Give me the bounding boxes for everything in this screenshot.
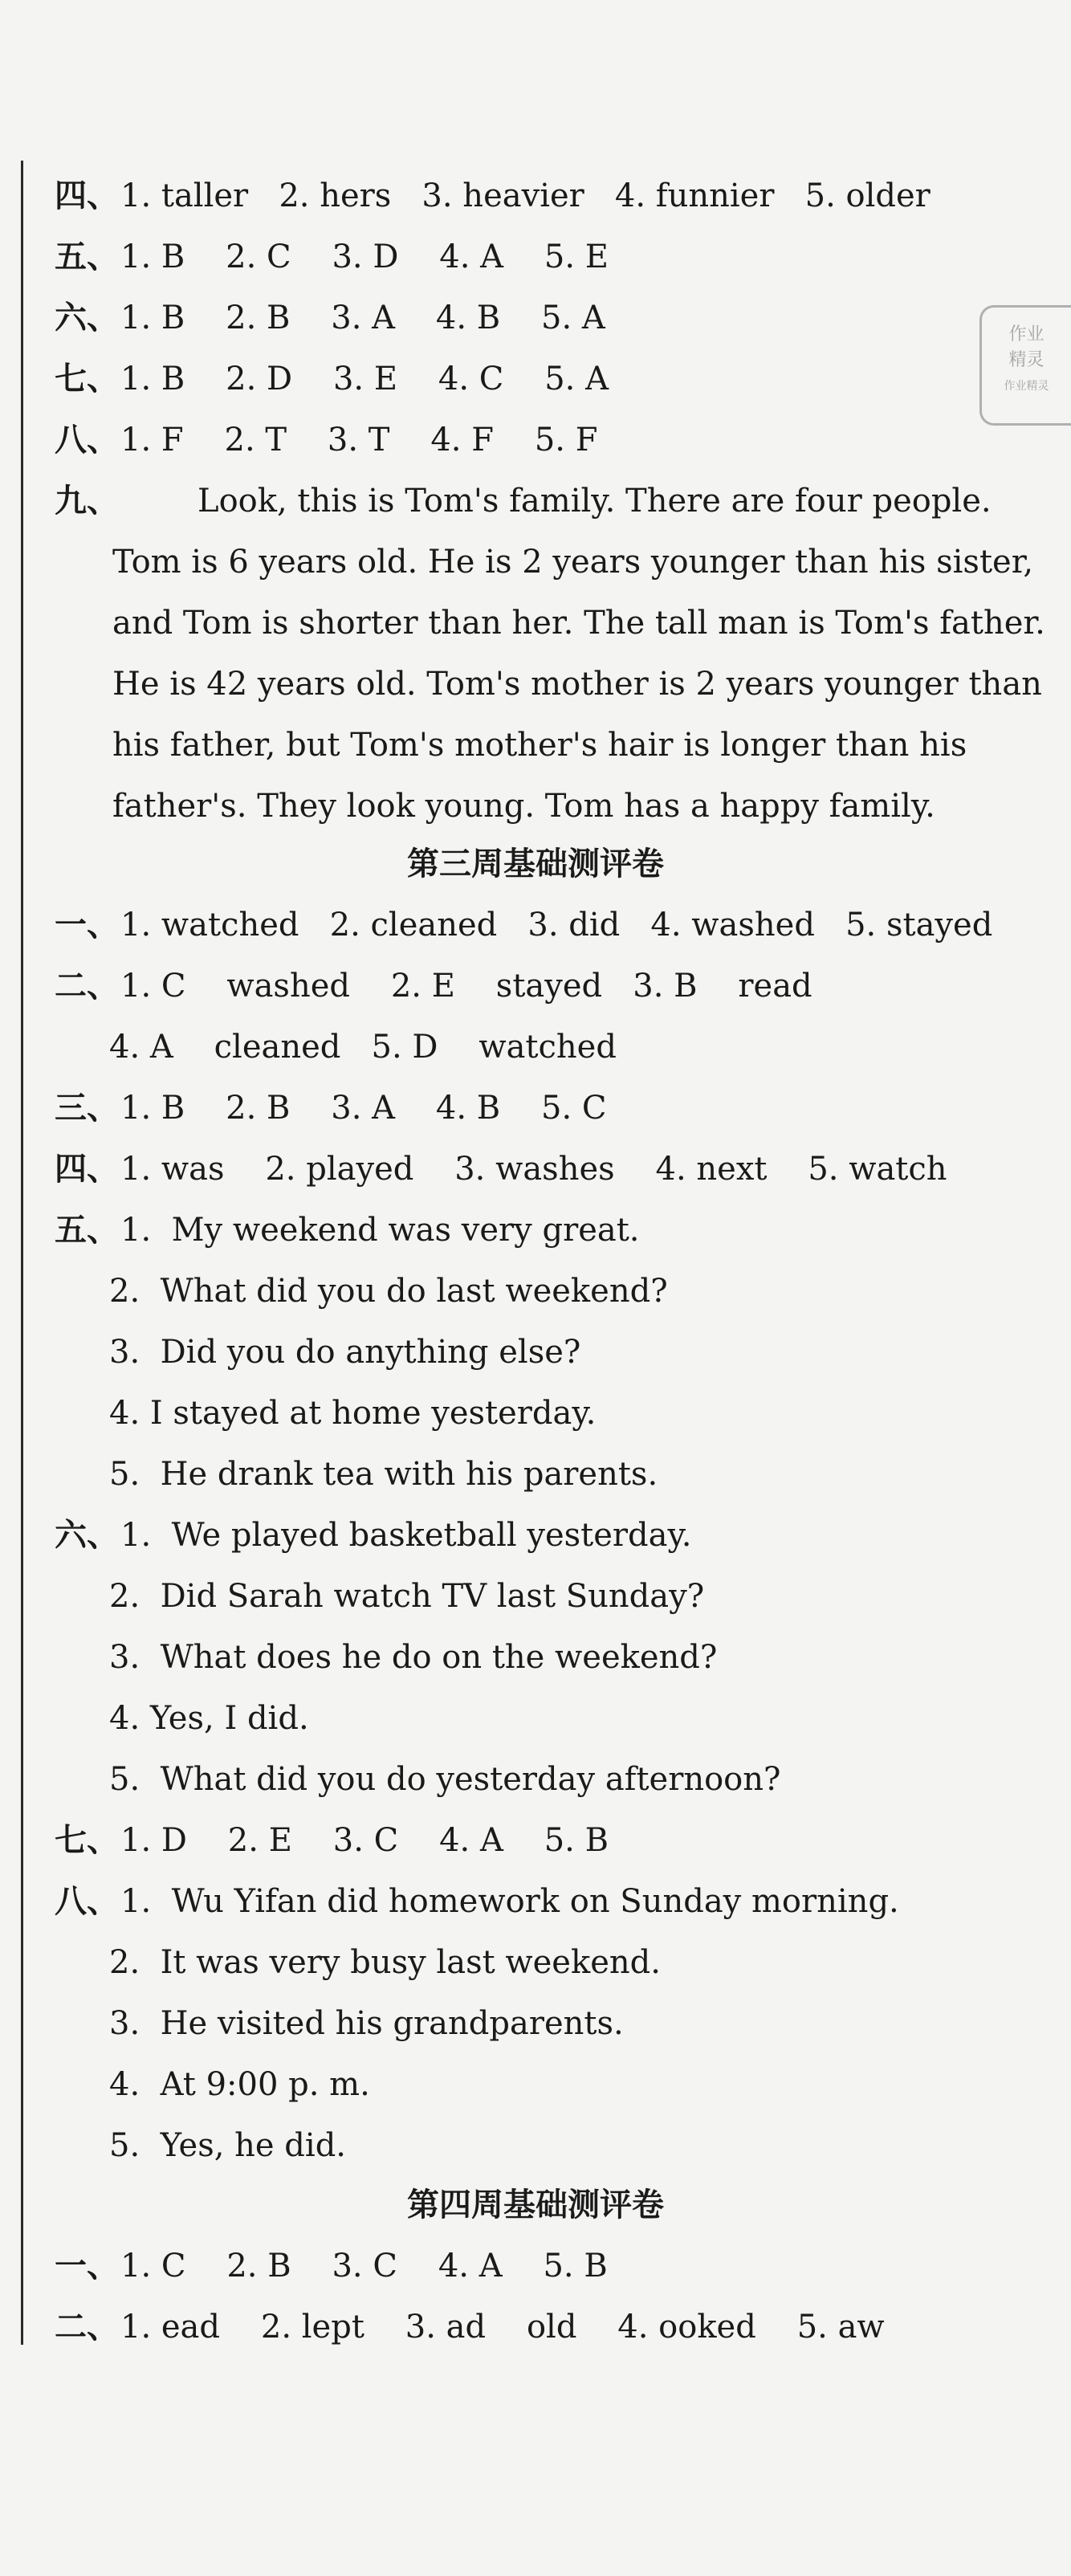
week3-line: 5. Yes, he did. bbox=[109, 2127, 347, 2164]
section-line: 七、1. B 2. D 3. E 4. C 5. A bbox=[55, 361, 609, 397]
passage-line: Tom is 6 years old. He is 2 years younger than his sister, bbox=[112, 544, 1034, 581]
week3-line: 2. Did Sarah watch TV last Sunday? bbox=[109, 1578, 705, 1615]
week3-line: 三、1. B 2. B 3. A 4. B 5. C bbox=[55, 1090, 607, 1127]
week3-line: 一、1. watched 2. cleaned 3. did 4. washed 5. stayed bbox=[55, 907, 993, 944]
section-line: 八、1. F 2. T 3. T 4. F 5. F bbox=[55, 422, 598, 459]
week3-line: 3. What does he do on the weekend? bbox=[109, 1639, 718, 1676]
section-line: 六、1. B 2. B 3. A 4. B 5. A bbox=[55, 300, 605, 336]
week4-line: 一、1. C 2. B 3. C 4. A 5. B bbox=[55, 2248, 608, 2285]
week3-line: 5. What did you do yesterday afternoon? bbox=[109, 1761, 781, 1798]
week3-line: 2. It was very busy last weekend. bbox=[109, 1944, 661, 1981]
week3-line: 四、1. was 2. played 3. washes 4. next 5. watch bbox=[55, 1151, 947, 1188]
passage-line: and Tom is shorter than her. The tall man is Tom's father. bbox=[112, 605, 1045, 642]
passage-line: Look, this is Tom's family. There are four people. bbox=[198, 483, 992, 520]
week3-line: 七、1. D 2. E 3. C 4. A 5. B bbox=[55, 1822, 609, 1859]
week3-line: 五、1. My weekend was very great. bbox=[55, 1212, 640, 1249]
week4-title: 第四周基础测评卷 bbox=[407, 2187, 664, 2223]
week3-line: 2. What did you do last weekend? bbox=[109, 1273, 668, 1310]
passage-label: 九、 bbox=[55, 483, 119, 520]
section-line: 五、1. B 2. C 3. D 4. A 5. E bbox=[55, 238, 609, 275]
passage-line: He is 42 years old. Tom's mother is 2 years younger than bbox=[112, 666, 1042, 703]
week3-line: 5. He drank tea with his parents. bbox=[109, 1456, 658, 1493]
week3-line: 六、1. We played basketball yesterday. bbox=[55, 1517, 692, 1554]
week3-line: 4. A cleaned 5. D watched bbox=[109, 1029, 617, 1066]
passage-line: his father, but Tom's mother's hair is longer than his bbox=[112, 727, 967, 764]
week3-line: 4. At 9:00 p. m. bbox=[109, 2066, 370, 2103]
week3-line: 3. He visited his grandparents. bbox=[109, 2005, 624, 2042]
corner-stamp: 作业 精灵 作业精灵 bbox=[979, 305, 1071, 426]
week3-line: 4. I stayed at home yesterday. bbox=[109, 1395, 597, 1432]
week3-line: 八、1. Wu Yifan did homework on Sunday morning. bbox=[55, 1883, 899, 1920]
week3-line: 二、1. C washed 2. E stayed 3. B read bbox=[55, 968, 812, 1005]
week3-title: 第三周基础测评卷 bbox=[407, 846, 664, 882]
section-line: 四、1. taller 2. hers 3. heavier 4. funnier 5. older bbox=[55, 177, 931, 214]
passage-line: father's. They look young. Tom has a happy family. bbox=[112, 788, 935, 825]
week4-line: 二、1. ead 2. lept 3. ad old 4. ooked 5. aw bbox=[55, 2309, 885, 2346]
week3-line: 4. Yes, I did. bbox=[109, 1700, 309, 1737]
margin-rule bbox=[21, 161, 23, 2345]
week3-line: 3. Did you do anything else? bbox=[109, 1334, 581, 1371]
